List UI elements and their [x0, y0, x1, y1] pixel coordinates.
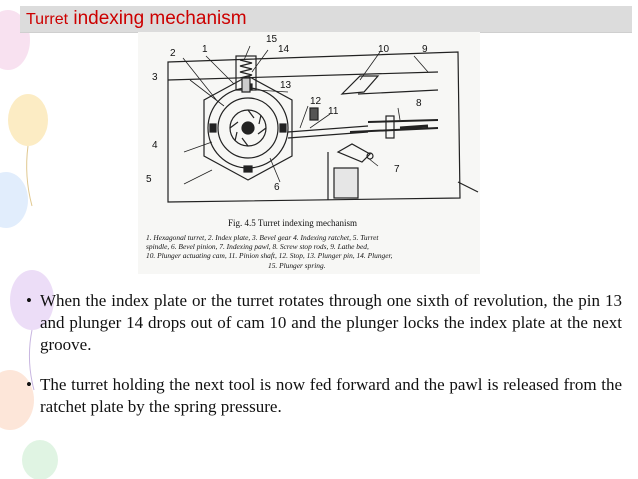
bullet-text: When the index plate or the turret rotates through one sixth of revolution, the pin 13 and plunger 14 drops out of cam 10 and the plunger locks the index plate at the next groove.: [40, 291, 622, 354]
figure-label-3: 3: [152, 72, 158, 83]
figure-legend-line: 15. Plunger spring.: [268, 261, 326, 270]
plunger-actuating-cam: [342, 76, 378, 94]
figure-legend-line: 1. Hexagonal turret, 2. Index plate, 3. Bevel gear 4. Indexing ratchet, 5. Turret: [146, 233, 379, 242]
figure-label-7: 7: [394, 164, 400, 175]
bullet-item: [26, 374, 622, 418]
figure-label-6: 6: [274, 182, 280, 193]
bullet-list: [26, 290, 622, 436]
slide-title: [26, 6, 247, 32]
figure-label-9: 9: [422, 44, 428, 55]
figure-label-12: 12: [310, 96, 322, 107]
figure-label-8: 8: [416, 98, 422, 109]
indexing-pawl: [338, 144, 370, 162]
figure-label-14: 14: [278, 44, 290, 55]
figure-legend-line: spindle, 6. Bevel pinion, 7. Indexing pawl, 8. Screw stop rods, 9. Lathe bed,: [146, 242, 369, 251]
figure-label-10: 10: [378, 44, 390, 55]
figure-label-2: 2: [170, 48, 176, 59]
figure-caption-title: Fig. 4.5 Turret indexing mechanism: [228, 218, 357, 228]
figure-label-1: 1: [202, 44, 208, 55]
plunger-spring: [240, 60, 252, 78]
figure-legend-line: 10. Plunger actuating cam, 11. Pinion shaft, 12. Stop, 13. Plunger pin, 14. Plunger,: [146, 251, 393, 260]
figure-label-13: 13: [280, 80, 292, 91]
figure-label-15: 15: [266, 34, 278, 45]
bullet-marker: •: [26, 291, 32, 310]
slide-title-part2: indexing mechanism: [73, 8, 247, 29]
bullet-text: The turret holding the next tool is now fed forward and the pawl is released from the ratchet plate by the spring pressure.: [40, 375, 622, 416]
stop: [310, 108, 318, 120]
bullet-item: [26, 290, 622, 356]
turret-mechanism-figure: [138, 32, 480, 274]
figure-label-11: 11: [328, 106, 339, 117]
bullet-marker: •: [26, 375, 32, 394]
figure-label-4: 4: [152, 140, 158, 151]
figure-label-5: 5: [146, 174, 152, 185]
slide-title-part1: Turret: [26, 11, 69, 28]
